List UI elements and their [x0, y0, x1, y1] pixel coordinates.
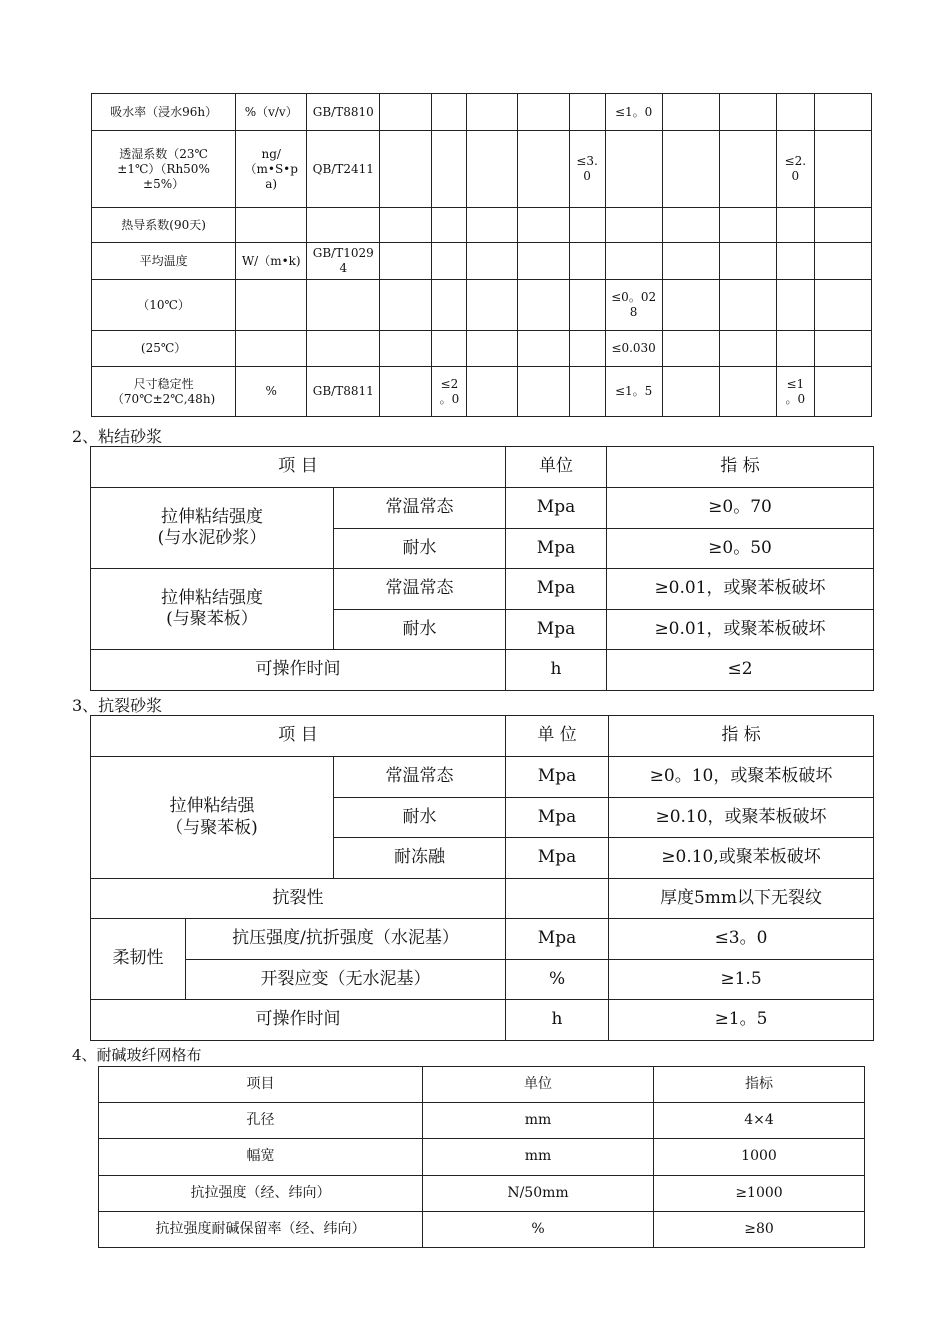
value-cell [776, 243, 814, 280]
value-cell [569, 367, 605, 417]
table-row [91, 1000, 874, 1041]
table-row [99, 1176, 865, 1212]
property-table-body [92, 94, 872, 417]
table-row [91, 960, 874, 1000]
unit-cell: % [236, 367, 307, 417]
value-cell [719, 243, 776, 280]
value-cell [518, 331, 569, 367]
unit-cell: h [506, 650, 607, 691]
table-row [91, 650, 874, 691]
value-cell: 1000 [654, 1139, 865, 1176]
header-index: 指 标 [609, 716, 874, 757]
standard-cell [307, 280, 380, 331]
value-cell [467, 331, 518, 367]
table-row [92, 331, 872, 367]
value-cell [776, 331, 814, 367]
condition-cell: 常温常态 [334, 488, 506, 529]
crack-label: 抗裂性 [91, 879, 506, 919]
anticrack-mortar-table [90, 715, 874, 1041]
value-cell [605, 243, 662, 280]
unit-cell: Mpa [506, 569, 607, 610]
value-cell [605, 131, 662, 208]
table-row [91, 879, 874, 919]
value-cell: ≥80 [654, 1212, 865, 1248]
value-cell [814, 331, 871, 367]
unit-cell: ng/ （m•S•p a) [236, 131, 307, 208]
unit-cell [506, 879, 609, 919]
property-table [91, 93, 872, 417]
value-cell [662, 331, 719, 367]
value-cell: ≥0.10，或聚苯板破坏 [609, 798, 874, 838]
value-cell [814, 280, 871, 331]
table-row [92, 243, 872, 280]
table-header-row [99, 1067, 865, 1103]
unit-cell: N/50mm [423, 1176, 654, 1212]
value-cell: ≥1000 [654, 1176, 865, 1212]
value-cell [719, 208, 776, 243]
condition-cell: 常温常态 [334, 569, 506, 610]
value-cell [432, 131, 467, 208]
header-index: 指 标 [607, 447, 874, 488]
table-row [91, 919, 874, 960]
unit-cell: Mpa [506, 838, 609, 879]
value-cell: ≤1。5 [605, 367, 662, 417]
value-cell [518, 208, 569, 243]
value-cell: ≥1.5 [609, 960, 874, 1000]
value-cell [719, 367, 776, 417]
value-cell: ≥0。70 [607, 488, 874, 529]
value-cell: 厚度5mm以下无裂纹 [609, 879, 874, 919]
item-cell: （10℃） [92, 280, 236, 331]
item-cell: 孔径 [99, 1103, 423, 1139]
value-cell: ≤0。02 8 [605, 280, 662, 331]
value-cell: ≥1。5 [609, 1000, 874, 1041]
value-cell [467, 243, 518, 280]
value-cell: ≥0.01，或聚苯板破坏 [607, 610, 874, 650]
value-cell [569, 243, 605, 280]
item-cell: 抗拉强度耐碱保留率（经、纬向） [99, 1212, 423, 1248]
fiberglass-mesh-table [98, 1066, 865, 1248]
value-cell [380, 208, 432, 243]
table-row [99, 1139, 865, 1176]
unit-cell: Mpa [506, 757, 609, 798]
table-row [92, 131, 872, 208]
group-label: 拉伸粘结强度 (与聚苯板） [91, 569, 334, 650]
value-cell [432, 331, 467, 367]
table-row [99, 1212, 865, 1248]
condition-cell: 抗压强度/抗折强度（水泥基） [186, 919, 506, 960]
unit-cell: Mpa [506, 919, 609, 960]
value-cell [380, 331, 432, 367]
value-cell [605, 208, 662, 243]
item-cell: 幅宽 [99, 1139, 423, 1176]
header-unit: 单位 [506, 447, 607, 488]
unit-cell: %（v/v） [236, 94, 307, 131]
unit-cell: % [506, 960, 609, 1000]
value-cell [467, 94, 518, 131]
value-cell [432, 280, 467, 331]
condition-cell: 耐水 [334, 529, 506, 569]
value-cell: ≥0。50 [607, 529, 874, 569]
value-cell: 4×4 [654, 1103, 865, 1139]
unit-cell [236, 331, 307, 367]
condition-cell: 耐冻融 [334, 838, 506, 879]
item-cell: 抗拉强度（经、纬向） [99, 1176, 423, 1212]
unit-cell: mm [423, 1103, 654, 1139]
value-cell [467, 208, 518, 243]
value-cell: ≥0.01，或聚苯板破坏 [607, 569, 874, 610]
item-cell: (25℃） [92, 331, 236, 367]
value-cell [432, 94, 467, 131]
unit-cell: Mpa [506, 529, 607, 569]
header-unit: 单 位 [506, 716, 609, 757]
value-cell: ≤0.030 [605, 331, 662, 367]
unit-cell: mm [423, 1139, 654, 1176]
table-row [99, 1103, 865, 1139]
group-label: 拉伸粘结强 （与聚苯板) [91, 757, 334, 879]
value-cell [776, 280, 814, 331]
section-title-anticrack-mortar: 3、抗裂砂浆 [72, 696, 163, 715]
value-cell [662, 208, 719, 243]
item-cell: 尺寸稳定性 （70℃±2℃,48h) [92, 367, 236, 417]
unit-cell [236, 280, 307, 331]
standard-cell: QB/T2411 [307, 131, 380, 208]
value-cell [467, 131, 518, 208]
value-cell [518, 243, 569, 280]
value-cell [719, 280, 776, 331]
header-index: 指标 [654, 1067, 865, 1103]
unit-cell: Mpa [506, 488, 607, 529]
value-cell [569, 94, 605, 131]
optime-label: 可操作时间 [91, 650, 506, 691]
value-cell [814, 94, 871, 131]
value-cell [518, 94, 569, 131]
value-cell [467, 280, 518, 331]
standard-cell: GB/T8811 [307, 367, 380, 417]
bonding-mortar-table [90, 446, 874, 691]
value-cell: ≥0。10，或聚苯板破坏 [609, 757, 874, 798]
item-cell: 热导系数(90天) [92, 208, 236, 243]
value-cell [380, 131, 432, 208]
value-cell [776, 94, 814, 131]
value-cell [432, 243, 467, 280]
condition-cell: 开裂应变（无水泥基） [186, 960, 506, 1000]
value-cell [380, 280, 432, 331]
value-cell: ≥0.10,或聚苯板破坏 [609, 838, 874, 879]
value-cell [662, 94, 719, 131]
header-unit: 单位 [423, 1067, 654, 1103]
value-cell [569, 280, 605, 331]
value-cell [518, 131, 569, 208]
value-cell: ≤3. 0 [569, 131, 605, 208]
condition-cell: 耐水 [334, 610, 506, 650]
table-row [91, 757, 874, 798]
value-cell [662, 280, 719, 331]
unit-cell: % [423, 1212, 654, 1248]
item-cell: 平均温度 [92, 243, 236, 280]
condition-cell: 耐水 [334, 798, 506, 838]
value-cell [432, 208, 467, 243]
table-row [92, 367, 872, 417]
section-title-bonding-mortar: 2、粘结砂浆 [72, 427, 163, 446]
item-cell: 吸水率（浸水96h） [92, 94, 236, 131]
header-item: 项 目 [91, 716, 506, 757]
value-cell: ≤1 。0 [776, 367, 814, 417]
table-row [92, 94, 872, 131]
unit-cell: h [506, 1000, 609, 1041]
value-cell [776, 208, 814, 243]
table-row [92, 280, 872, 331]
value-cell [518, 367, 569, 417]
value-cell [719, 94, 776, 131]
value-cell: ≤2. 0 [776, 131, 814, 208]
section-title-fiberglass-mesh: 4、耐碱玻纤网格布 [72, 1046, 202, 1064]
value-cell [814, 208, 871, 243]
value-cell: ≤2 。0 [432, 367, 467, 417]
unit-cell: Mpa [506, 610, 607, 650]
item-cell: 透湿系数（23℃ ±1℃）（Rh50% ±5%） [92, 131, 236, 208]
header-item: 项 目 [91, 447, 506, 488]
unit-cell: W/（m•k) [236, 243, 307, 280]
value-cell [380, 367, 432, 417]
value-cell [662, 367, 719, 417]
value-cell [518, 280, 569, 331]
unit-cell: Mpa [506, 798, 609, 838]
value-cell [380, 243, 432, 280]
value-cell [380, 94, 432, 131]
value-cell: ≤2 [607, 650, 874, 691]
group-label: 拉伸粘结强度 (与水泥砂浆） [91, 488, 334, 569]
value-cell [814, 243, 871, 280]
optime-label: 可操作时间 [91, 1000, 506, 1041]
standard-cell: GB/T10294 [307, 243, 380, 280]
value-cell [662, 243, 719, 280]
value-cell [569, 208, 605, 243]
standard-cell [307, 331, 380, 367]
value-cell [467, 367, 518, 417]
standard-cell [307, 208, 380, 243]
value-cell: ≤1。0 [605, 94, 662, 131]
value-cell [719, 131, 776, 208]
value-cell [814, 367, 871, 417]
value-cell [662, 131, 719, 208]
header-item: 项目 [99, 1067, 423, 1103]
value-cell [569, 331, 605, 367]
unit-cell [236, 208, 307, 243]
value-cell: ≤3。0 [609, 919, 874, 960]
table-row [92, 208, 872, 243]
value-cell [719, 331, 776, 367]
table-row [91, 488, 874, 529]
table-row [91, 569, 874, 610]
flex-label: 柔韧性 [91, 919, 186, 1000]
condition-cell: 常温常态 [334, 757, 506, 798]
table-header-row [91, 716, 874, 757]
value-cell [814, 131, 871, 208]
table-header-row [91, 447, 874, 488]
standard-cell: GB/T8810 [307, 94, 380, 131]
